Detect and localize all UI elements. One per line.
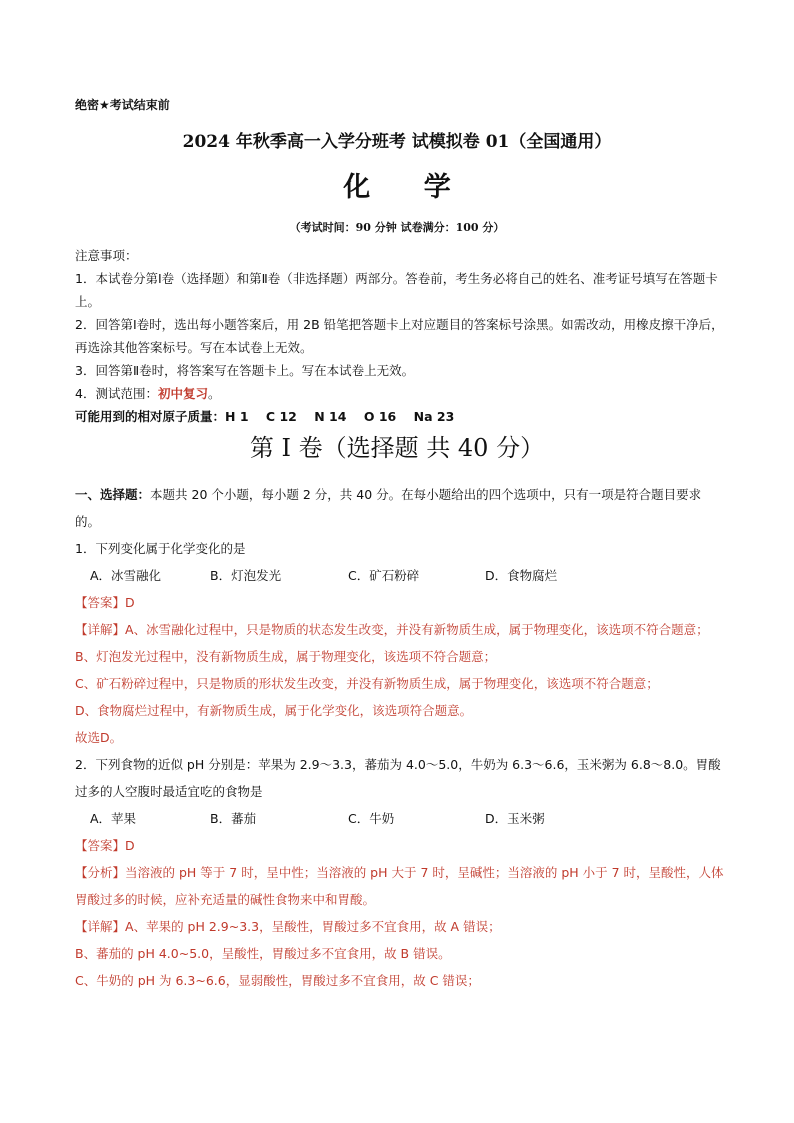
detail-line: [75, 913, 725, 940]
detail-tag: 【详解】: [75, 919, 126, 934]
note-item: 1．本试卷分第Ⅰ卷（选择题）和第Ⅱ卷（非选择题）两部分。答卷前，考生务必将自己的姓名、准考证号填写在答题卡上。: [75, 271, 718, 309]
detail-line: [75, 616, 725, 643]
question-stem: 1．下列变化属于化学变化的是: [75, 541, 246, 556]
subject-title: 化 学: [343, 172, 473, 203]
question-options: [75, 805, 725, 832]
section-intro: [75, 481, 725, 535]
atomic-mass-line: 可能用到的相对原子质量：H 1 C 12 N 14 O 16 Na 23: [75, 409, 455, 424]
option-b: B．蕃茄: [210, 811, 257, 826]
notes-block: [75, 244, 725, 428]
option-d: D．食物腐烂: [485, 568, 558, 583]
question-options: [75, 562, 725, 589]
answer-value: D: [125, 595, 135, 610]
analysis-line: [75, 859, 725, 913]
section-title: 第 I 卷（选择题 共 40 分）: [249, 434, 545, 462]
detail-line: C、矿石粉碎过程中，只是物质的形状发生改变，并没有新物质生成，属于物理变化，该选项不符合题意；: [75, 676, 659, 691]
questions-content: [75, 481, 725, 994]
option-a: A．苹果: [90, 811, 137, 826]
exam-info: （考试时间：90 分钟 试卷满分：100 分）: [289, 221, 505, 234]
detail-line: B、蕃茄的 pH 4.0~5.0，呈酸性，胃酸过多不宜食用，故 B 错误。: [75, 946, 451, 961]
option-c: C．矿石粉碎: [348, 568, 420, 583]
scope-suffix: 。: [207, 386, 221, 401]
note-item: 2．回答第Ⅰ卷时，选出每小题答案后，用 2B 铅笔把答题卡上对应题目的答案标号涂黑。如需改动，用橡皮擦干净后，再选涂其他答案标号。写在本试卷上无效。: [75, 317, 724, 355]
notes-heading: 注意事项：: [75, 248, 138, 263]
analysis-tag: 【分析】: [75, 865, 126, 880]
option-c: C．牛奶: [348, 811, 395, 826]
note-item: 3．回答第Ⅱ卷时，将答案写在答题卡上。写在本试卷上无效。: [75, 363, 415, 378]
answer-line: [75, 832, 725, 859]
section-intro-label: 一、选择题：: [75, 487, 151, 502]
detail-text: A、冰雪融化过程中，只是物质的状态发生改变，并没有新物质生成，属于物理变化，该选项不符合题意；: [125, 622, 709, 637]
option-a: A．冰雪融化: [90, 568, 162, 583]
answer-tag: 【答案】: [75, 595, 126, 610]
detail-text: A、苹果的 pH 2.9~3.3，呈酸性，胃酸过多不宜食用，故 A 错误；: [125, 919, 501, 934]
detail-line: B、灯泡发光过程中，没有新物质生成，属于物理变化，该选项不符合题意；: [75, 649, 497, 664]
analysis-text: 当溶液的 pH 等于 7 时，呈中性；当溶液的 pH 大于 7 时，呈碱性；当溶液的 pH 小于 7 时，呈酸性，人体胃酸过多的时候，应补充适量的碱性食物来中和胃酸。: [75, 865, 724, 907]
exam-title: 2024 年秋季高一入学分班考 试模拟卷 01（全国通用）: [182, 132, 612, 152]
section-intro-text: 本题共 20 个小题，每小题 2 分，共 40 分。在每小题给出的四个选项中，只有一项是符合题目要求的。: [75, 487, 702, 529]
detail-line: D、食物腐烂过程中，有新物质生成，属于化学变化，该选项符合题意。: [75, 703, 473, 718]
confidential-seal: 绝密★考试结束前: [75, 98, 170, 112]
question-stem: 2．下列食物的近似 pH 分别是：苹果为 2.9～3.3，蕃茄为 4.0～5.0，牛奶为 6.3～6.6，玉米粥为 6.8～8.0。胃酸过多的人空腹时最适宜吃的食物是: [75, 757, 721, 799]
scope-value: 初中复习: [157, 386, 208, 401]
note-item-scope: [75, 382, 725, 405]
detail-tag: 【详解】: [75, 622, 126, 637]
conclusion-line: 故选D。: [75, 730, 123, 745]
scope-label: 4．测试范围：: [75, 386, 158, 401]
option-b: B．灯泡发光: [210, 568, 282, 583]
answer-tag: 【答案】: [75, 838, 126, 853]
answer-line: [75, 589, 725, 616]
detail-line: C、牛奶的 pH 为 6.3~6.6，显弱酸性，胃酸过多不宜食用，故 C 错误；: [75, 973, 480, 988]
answer-value: D: [125, 838, 135, 853]
option-d: D．玉米粥: [485, 811, 545, 826]
